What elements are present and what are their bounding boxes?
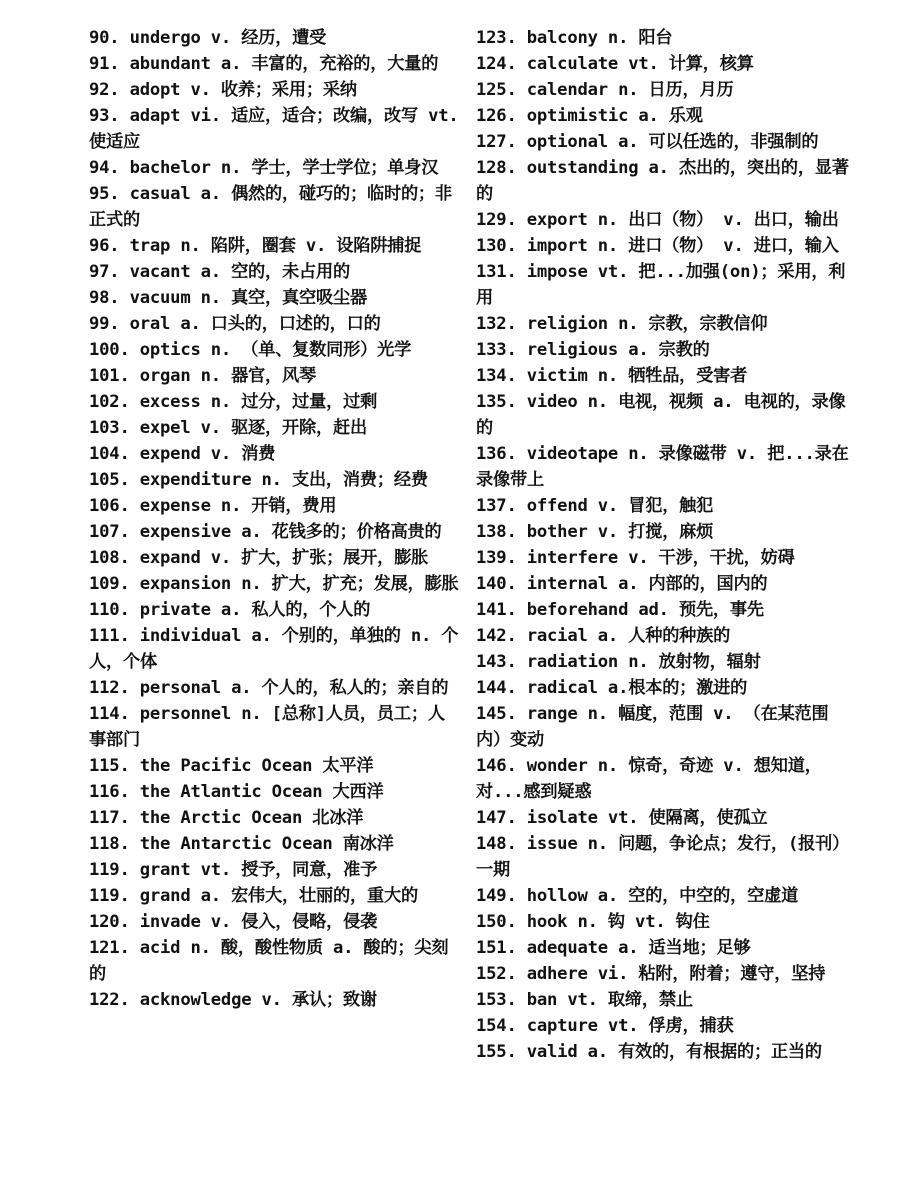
vocab-entry: 130. import n. 进口（物） v. 进口，输入: [476, 236, 839, 256]
vocab-entry: 94. bachelor n. 学士，学士学位；单身汉: [89, 158, 439, 178]
vocab-entry: 133. religious a. 宗教的: [476, 340, 710, 360]
vocab-entry: 129. export n. 出口（物） v. 出口，输出: [476, 210, 839, 230]
vocab-entry: 91. abundant a. 丰富的，充裕的，大量的: [89, 54, 439, 74]
vocab-entry: 134. victim n. 牺牲品，受害者: [476, 366, 748, 386]
vocab-entry: 121. acid n. 酸，酸性物质 a. 酸的；尖刻的: [89, 938, 449, 984]
vocab-entry: 107. expensive a. 花钱多的；价格高贵的: [89, 522, 442, 542]
vocab-entry: 148. issue n. 问题，争论点；发行，(报刊）一期: [476, 834, 850, 880]
vocab-entry: 125. calendar n. 日历，月历: [476, 80, 734, 100]
vocab-entry: 112. personal a. 个人的，私人的；亲自的: [89, 678, 449, 698]
vocab-entry: 139. interfere v. 干涉，干扰，妨碍: [476, 548, 795, 568]
vocab-entry: 119. grant vt. 授予，同意，准予: [89, 860, 378, 880]
vocab-entry: 110. private a. 私人的，个人的: [89, 600, 371, 620]
vocab-entry: 96. trap n. 陷阱，圈套 v. 设陷阱捕捉: [89, 236, 422, 256]
vocab-entry: 117. the Arctic Ocean 北冰洋: [89, 808, 364, 828]
vocab-entry: 103. expel v. 驱逐，开除，赶出: [89, 418, 367, 438]
vocab-entry: 115. the Pacific Ocean 太平洋: [89, 756, 374, 776]
vocab-entry: 141. beforehand ad. 预先，事先: [476, 600, 764, 620]
vocab-entry: 114. personnel n. [总称]人员，员工；人事部门: [89, 704, 445, 750]
vocab-entry: 143. radiation n. 放射物，辐射: [476, 652, 761, 672]
vocab-entry: 136. videotape n. 录像磁带 v. 把...录在录像带上: [476, 444, 849, 490]
vocab-entry: 92. adopt v. 收养；采用；采纳: [89, 80, 357, 100]
vocab-entry: 105. expenditure n. 支出，消费；经费: [89, 470, 428, 490]
vocab-entry: 116. the Atlantic Ocean 大西洋: [89, 782, 384, 802]
vocab-entry: 100. optics n. （单、复数同形）光学: [89, 340, 412, 360]
vocab-entry: 104. expend v. 消费: [89, 444, 276, 464]
vocab-entry: 99. oral a. 口头的，口述的，口的: [89, 314, 381, 334]
vocab-entry: 142. racial a. 人种的种族的: [476, 626, 731, 646]
vocab-entry: 146. wonder n. 惊奇，奇迹 v. 想知道，对...感到疑惑: [476, 756, 822, 802]
vocab-entry: 140. internal a. 内部的，国内的: [476, 574, 768, 594]
vocab-entry: 97. vacant a. 空的，未占用的: [89, 262, 350, 282]
vocab-entry: 132. religion n. 宗教，宗教信仰: [476, 314, 768, 334]
vocab-entry: 101. organ n. 器官，风琴: [89, 366, 317, 386]
vocab-entry: 151. adequate a. 适当地；足够: [476, 938, 751, 958]
left-column: [89, 25, 461, 1013]
vocab-entry: 108. expand v. 扩大，扩张；展开，膨胀: [89, 548, 429, 568]
vocab-entry: 119. grand a. 宏伟大，壮丽的，重大的: [89, 886, 418, 906]
vocab-entry: 145. range n. 幅度，范围 v. （在某范围内）变动: [476, 704, 829, 750]
vocab-entry: 147. isolate vt. 使隔离，使孤立: [476, 808, 768, 828]
vocab-entry: 137. offend v. 冒犯，触犯: [476, 496, 714, 516]
vocab-entry: 144. radical a.根本的；激进的: [476, 678, 748, 698]
vocab-entry: 153. ban vt. 取缔，禁止: [476, 990, 693, 1010]
vocab-entry: 106. expense n. 开销，费用: [89, 496, 337, 516]
vocab-entry: 152. adhere vi. 粘附，附着；遵守，坚持: [476, 964, 826, 984]
vocab-entry: 131. impose vt. 把...加强(on)；采用，利用: [476, 262, 846, 308]
vocab-entry: 128. outstanding a. 杰出的，突出的，显著的: [476, 158, 849, 204]
vocab-entry: 124. calculate vt. 计算，核算: [476, 54, 754, 74]
vocab-entry: 135. video n. 电视，视频 a. 电视的，录像的: [476, 392, 846, 438]
vocab-entry: 126. optimistic a. 乐观: [476, 106, 703, 126]
vocab-entry: 122. acknowledge v. 承认；致谢: [89, 990, 377, 1010]
vocab-entry: 95. casual a. 偶然的，碰巧的；临时的；非正式的: [89, 184, 452, 230]
vocab-entry: 149. hollow a. 空的，中空的，空虚道: [476, 886, 799, 906]
vocab-entry: 109. expansion n. 扩大，扩充；发展，膨胀: [89, 574, 459, 594]
vocab-entry: 90. undergo v. 经历，遭受: [89, 28, 327, 48]
vocab-entry: 111. individual a. 个别的，单独的 n. 个人，个体: [89, 626, 459, 672]
vocab-entry: 102. excess n. 过分，过量，过剩: [89, 392, 378, 412]
vocab-entry: 154. capture vt. 俘虏，捕获: [476, 1016, 734, 1036]
vocab-entry: 98. vacuum n. 真空，真空吸尘器: [89, 288, 367, 308]
right-column: [476, 25, 852, 1065]
vocab-entry: 118. the Antarctic Ocean 南冰洋: [89, 834, 394, 854]
vocab-entry: 138. bother v. 打搅，麻烦: [476, 522, 714, 542]
vocab-entry: 155. valid a. 有效的，有根据的；正当的: [476, 1042, 822, 1062]
vocab-entry: 93. adapt vi. 适应，适合；改编，改写 vt. 使适应: [89, 106, 459, 152]
vocab-entry: 123. balcony n. 阳台: [476, 28, 673, 48]
vocab-entry: 120. invade v. 侵入，侵略，侵袭: [89, 912, 378, 932]
vocab-entry: 127. optional a. 可以任选的，非强制的: [476, 132, 819, 152]
vocab-entry: 150. hook n. 钩 vt. 钩住: [476, 912, 710, 932]
